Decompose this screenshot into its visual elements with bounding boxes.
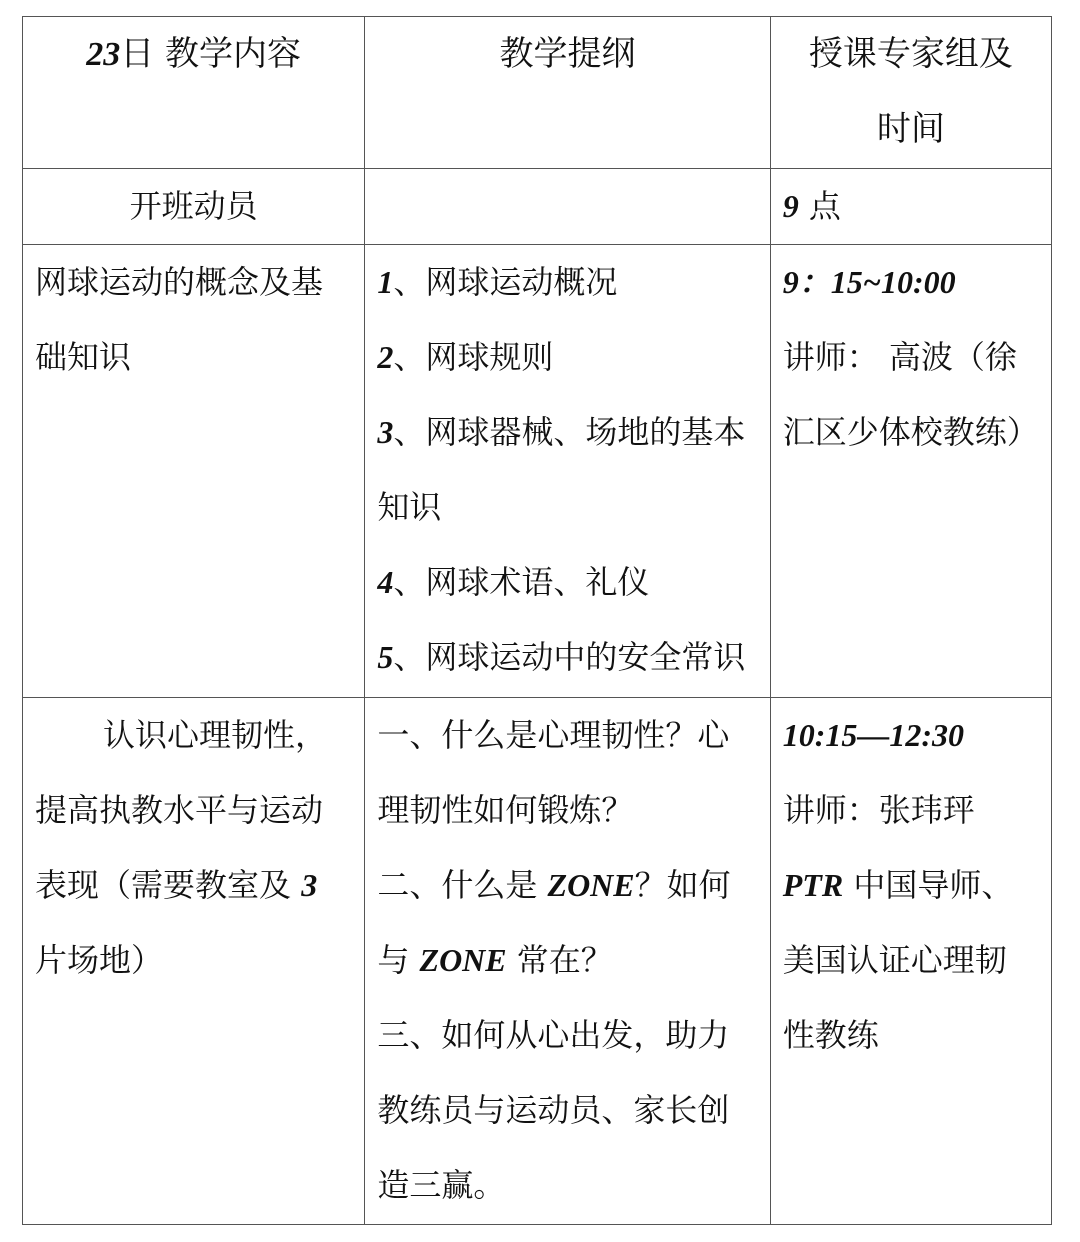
zone-term: ZONE (547, 867, 635, 903)
header-day-number: 23 (86, 36, 121, 73)
header-content (23, 17, 365, 169)
tennis-content-line: 网球运动的概念及基 (35, 263, 324, 301)
opening-time-unit: 点 (798, 187, 841, 225)
tennis-outline-item (377, 320, 757, 395)
item-text: 、网球运动概况 (393, 263, 618, 301)
mental-content-line: 认识心理韧性， (103, 716, 328, 754)
ptr-tail: 中国导师、 (843, 866, 1014, 904)
mental-outline-line: 三、如何从心出发，助力 (377, 1016, 730, 1054)
mental-time: 10:15—12:30 (782, 717, 965, 753)
tennis-content (23, 245, 365, 698)
tennis-time: 9：15~10:00 (782, 264, 956, 300)
table-row-mental (23, 698, 1052, 1225)
tennis-outline-item (377, 545, 757, 620)
tennis-lecturer-line2: 汇区少体校教练） (782, 413, 1039, 451)
header-outline: 教学提纲 (365, 17, 770, 169)
opening-time-number: 9 (782, 188, 799, 224)
item-text: 、网球术语、礼仪 (393, 563, 650, 601)
opening-content: 开班动员 (23, 169, 365, 245)
tennis-outline-item (377, 620, 757, 695)
item-number: 4 (377, 564, 394, 600)
header-experts-line1: 授课专家组及 (808, 34, 1013, 74)
mental-outline-line: 一、什么是心理韧性？心 (377, 716, 730, 754)
item-text: 、网球规则 (393, 338, 554, 376)
mental-content-line (35, 848, 352, 923)
table-row-opening (23, 169, 1052, 245)
item-number: 3 (377, 414, 394, 450)
outline-text: 二、什么是 (377, 866, 548, 904)
mental-outline-line: 理韧性如何锻炼？ (377, 791, 634, 829)
header-experts-line2: 时间 (876, 109, 945, 149)
outline-text: ？如何 (634, 866, 731, 904)
tennis-content-line: 础知识 (35, 338, 132, 376)
mental-outline-line: 造三赢。 (377, 1166, 506, 1204)
zone-term: ZONE (419, 942, 507, 978)
mental-ptr-line (783, 848, 1039, 923)
table-row-tennis (23, 245, 1052, 698)
tennis-outline-item (377, 395, 757, 470)
content-text: 表现（需要教室及 (35, 866, 302, 904)
mental-cert-line1: 美国认证心理韧 (782, 941, 1007, 979)
item-text: 、网球器械、场地的基本 (393, 413, 746, 451)
outline-text: 与 (377, 941, 420, 979)
tennis-outline (365, 245, 770, 698)
mental-outline-line: 教练员与运动员、家长创 (377, 1091, 730, 1129)
schedule-table (22, 16, 1052, 1225)
tennis-outline-item (377, 470, 757, 545)
mental-lecturer: 讲师：张玮玶 (782, 791, 975, 829)
item-text: 知识 (377, 488, 442, 526)
content-number: 3 (301, 867, 318, 903)
tennis-lecturer-line1: 讲师： 高波（徐 (782, 338, 1017, 376)
mental-expert (770, 698, 1051, 1225)
tennis-outline-item (377, 245, 757, 320)
opening-outline (365, 169, 770, 245)
item-number: 5 (377, 639, 394, 675)
item-text: 、网球运动中的安全常识 (393, 638, 746, 676)
mental-content (23, 698, 365, 1225)
item-number: 2 (377, 339, 394, 375)
outline-text: 常在？ (506, 941, 613, 979)
ptr-term: PTR (782, 867, 844, 903)
tennis-expert (770, 245, 1051, 698)
mental-outline-line (377, 848, 757, 923)
header-row (23, 17, 1052, 169)
item-number: 1 (377, 264, 394, 300)
header-experts (770, 17, 1051, 169)
mental-outline (365, 698, 770, 1225)
mental-cert-line2: 性教练 (782, 1016, 879, 1054)
mental-content-line: 提高执教水平与运动 (35, 791, 324, 829)
header-content-label: 日 教学内容 (120, 34, 302, 74)
mental-content-line: 片场地） (35, 941, 164, 979)
opening-time (770, 169, 1051, 245)
mental-outline-line (377, 923, 757, 998)
